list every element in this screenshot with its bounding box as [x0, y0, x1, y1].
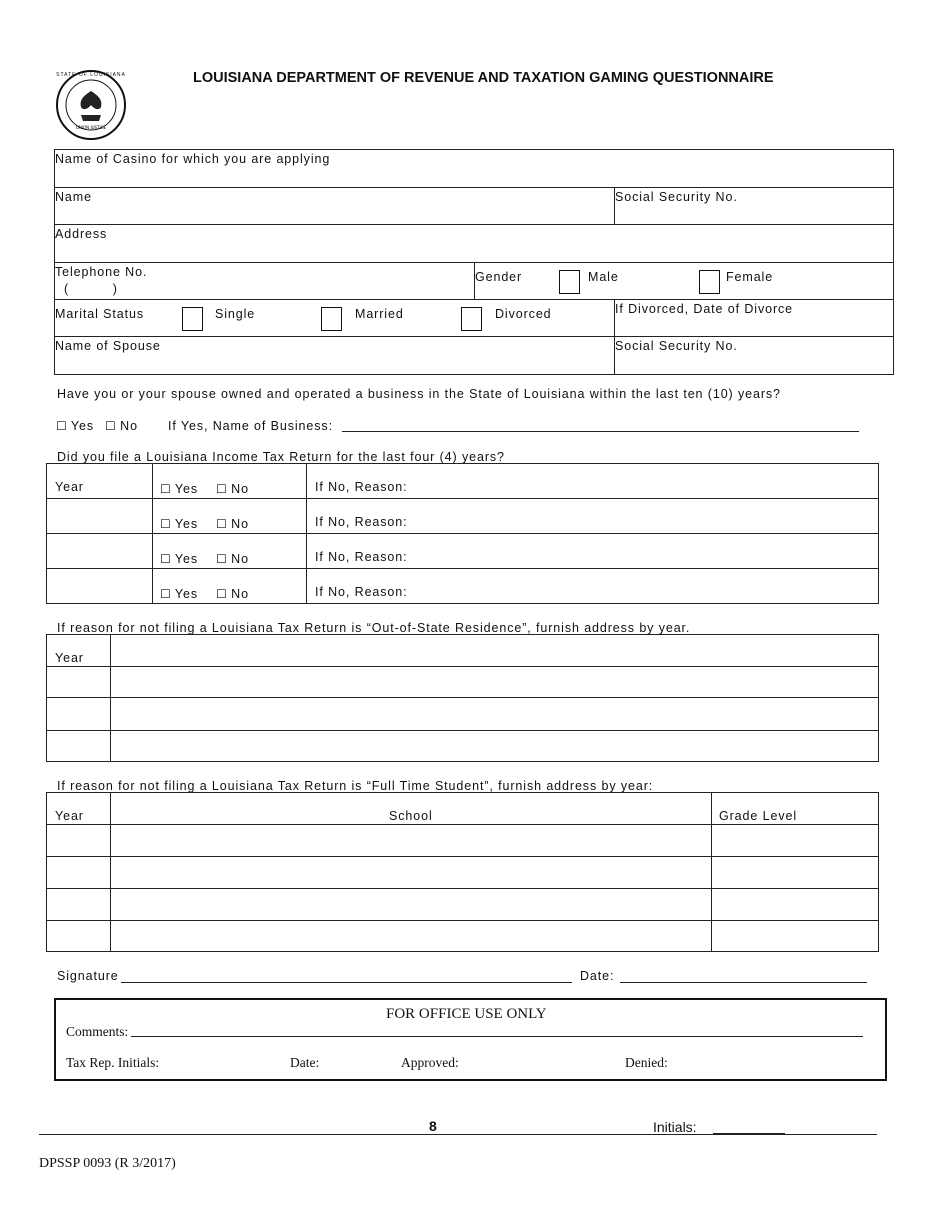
signature-line[interactable]	[121, 982, 572, 983]
female-label: Female	[726, 270, 774, 284]
male-checkbox[interactable]	[559, 270, 580, 294]
male-label: Male	[588, 270, 619, 284]
student-school-header: School	[389, 809, 433, 823]
business-no-option[interactable]: ☐ No	[105, 419, 138, 433]
telephone-area-code: ( )	[64, 282, 118, 296]
divorce-date-field[interactable]: If Divorced, Date of Divorce	[615, 302, 794, 316]
gender-label: Gender	[475, 270, 523, 284]
tax-row-2-reason[interactable]: If No, Reason:	[315, 515, 408, 529]
page-title: LOUISIANA DEPARTMENT OF REVENUE AND TAXATION GAMING QUESTIONNAIRE	[193, 70, 774, 86]
student-grade-header: Grade Level	[719, 809, 797, 823]
tax-row-3-yes[interactable]: ☐ Yes	[160, 552, 199, 566]
tax-rep-initials-label: Tax Rep. Initials:	[66, 1055, 160, 1070]
tax-row-1-no[interactable]: ☐ No	[216, 482, 249, 496]
single-label: Single	[215, 307, 256, 321]
tax-row-2-yes[interactable]: ☐ Yes	[160, 517, 199, 531]
student-question: If reason for not filing a Louisiana Tax Return is “Full Time Student”, furnish address by year:	[57, 779, 654, 793]
business-question: Have you or your spouse owned and operated a business in the State of Louisiana within the last ten (10) years?	[57, 387, 781, 401]
page-number: 8	[429, 1118, 437, 1134]
signature-date-label: Date:	[580, 969, 615, 983]
tax-year-header: Year	[55, 480, 84, 494]
tax-return-question: Did you file a Louisiana Income Tax Return for the last four (4) years?	[57, 450, 505, 464]
state-seal	[55, 69, 127, 141]
telephone-field[interactable]: Telephone No.	[55, 265, 148, 279]
tax-row-1-yes[interactable]: ☐ Yes	[160, 482, 199, 496]
signature-date-line[interactable]	[620, 982, 867, 983]
out-of-state-year-header: Year	[55, 651, 84, 665]
office-date-label: Date:	[290, 1055, 320, 1070]
name-field[interactable]: Name	[55, 190, 92, 204]
footer-initials-line[interactable]	[713, 1133, 785, 1135]
tax-row-2-no[interactable]: ☐ No	[216, 517, 249, 531]
tax-row-3-reason[interactable]: If No, Reason:	[315, 550, 408, 564]
office-use-title: FOR OFFICE USE ONLY	[386, 1006, 547, 1022]
business-name-line[interactable]	[342, 431, 859, 432]
tax-row-4-no[interactable]: ☐ No	[216, 587, 249, 601]
footer-initials-label: Initials:	[653, 1119, 697, 1135]
business-name-label: If Yes, Name of Business:	[168, 419, 333, 433]
spouse-ssn-field[interactable]: Social Security No.	[615, 339, 738, 353]
married-checkbox[interactable]	[321, 307, 342, 331]
tax-row-4-reason[interactable]: If No, Reason:	[315, 585, 408, 599]
married-label: Married	[355, 307, 404, 321]
comments-line[interactable]	[131, 1036, 863, 1037]
tax-row-1-reason[interactable]: If No, Reason:	[315, 480, 408, 494]
denied-label: Denied:	[625, 1055, 668, 1070]
tax-row-3-no[interactable]: ☐ No	[216, 552, 249, 566]
form-id: DPSSP 0093 (R 3/2017)	[39, 1156, 176, 1171]
business-yes-option[interactable]: ☐ Yes	[56, 419, 95, 433]
divorced-checkbox[interactable]	[461, 307, 482, 331]
seal-caption: STATE OF LOUISIANA	[56, 72, 126, 78]
student-year-header: Year	[55, 809, 84, 823]
divorced-label: Divorced	[495, 307, 552, 321]
single-checkbox[interactable]	[182, 307, 203, 331]
marital-status-label: Marital Status	[55, 307, 145, 321]
out-of-state-question: If reason for not filing a Louisiana Tax Return is “Out-of-State Residence”, furnish address by year.	[57, 621, 691, 635]
address-field[interactable]: Address	[55, 227, 108, 241]
ssn-field[interactable]: Social Security No.	[615, 190, 738, 204]
casino-name-field[interactable]: Name of Casino for which you are applying	[55, 152, 331, 166]
svg-text:UNION JUSTICE: UNION JUSTICE	[75, 125, 107, 130]
spouse-name-field[interactable]: Name of Spouse	[55, 339, 161, 353]
female-checkbox[interactable]	[699, 270, 720, 294]
out-of-state-table	[46, 634, 879, 762]
approved-label: Approved:	[401, 1055, 459, 1070]
comments-label: Comments:	[66, 1024, 129, 1039]
signature-label: Signature	[57, 969, 119, 983]
tax-row-4-yes[interactable]: ☐ Yes	[160, 587, 199, 601]
